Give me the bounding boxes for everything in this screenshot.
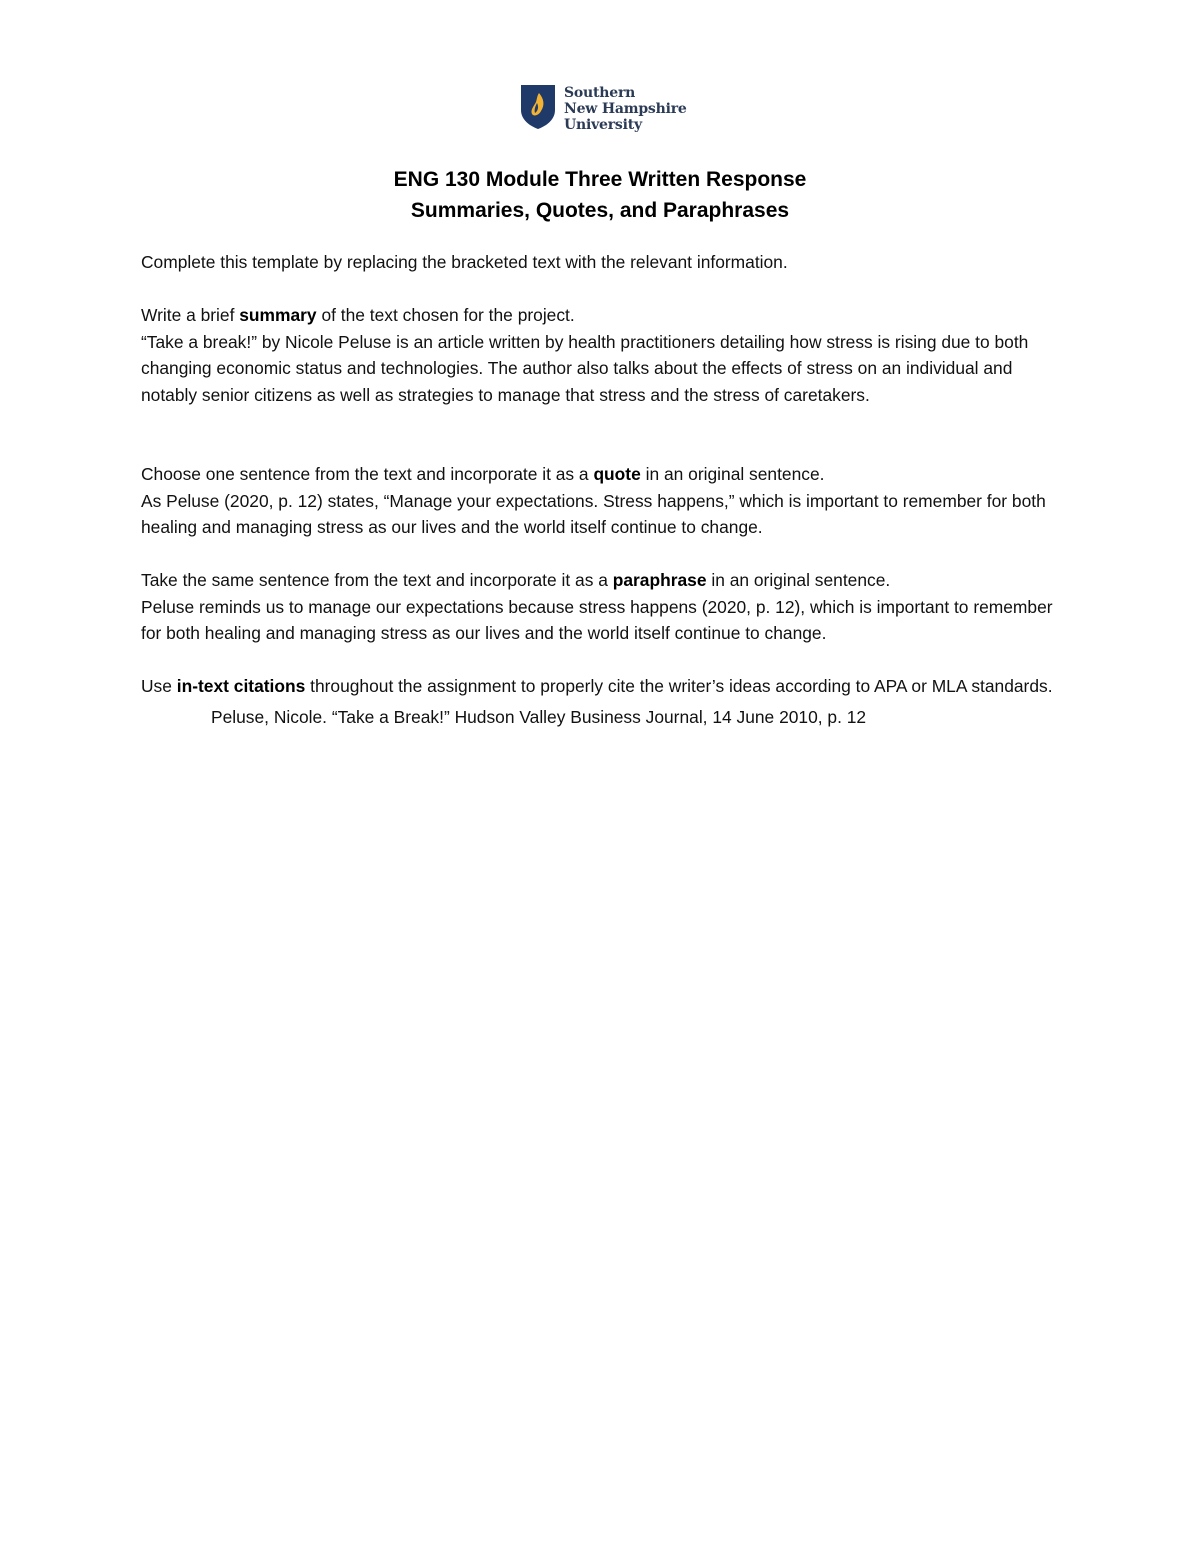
citation-prompt: [141, 673, 1066, 700]
document-body: [141, 249, 1066, 730]
paraphrase-prompt: [141, 567, 1066, 594]
summary-prompt: [141, 302, 1066, 329]
logo-line-3: University: [564, 117, 642, 133]
paraphrase-prompt-before: Take the same sentence from the text and incorporate it as a: [141, 570, 613, 590]
quote-keyword: quote: [593, 464, 641, 484]
quote-response: As Peluse (2020, p. 12) states, “Manage your expectations. Stress happens,” which is important to remember for both healing and managing stress as our lives and the world itself continue to change.: [141, 490, 1046, 537]
logo-wordmark: [564, 85, 687, 133]
citation-prompt-before: Use: [141, 676, 177, 696]
paraphrase-response: Peluse reminds us to manage our expectations because stress happens (2020, p. 12), which is important to remember for both healing and managing stress as our lives and the world itself continue to change.: [141, 596, 1053, 643]
summary-response: “Take a break!” by Nicole Peluse is an article written by health practitioners detailing how stress is rising due to both changing economic status and technologies. The author also talks about the effects of stress on an individual and notably senior citizens as well as strategies to manage that stress and the stress of caretakers.: [141, 331, 1029, 405]
title-line-2: Summaries, Quotes, and Paraphrases: [410, 199, 790, 222]
citation-prompt-after: throughout the assignment to properly cite the writer’s ideas according to APA or MLA standards.: [305, 676, 1053, 696]
paraphrase-keyword: paraphrase: [612, 570, 707, 590]
quote-prompt-after: in an original sentence.: [640, 464, 825, 484]
title-line-1: ENG 130 Module Three Written Response: [393, 168, 807, 191]
summary-keyword: summary: [239, 305, 317, 325]
paraphrase-prompt-after: in an original sentence.: [706, 570, 891, 590]
citation-keyword: in-text citations: [176, 676, 306, 696]
reference-entry: Peluse, Nicole. “Take a Break!” Hudson Valley Business Journal, 14 June 2010, p. 12: [211, 706, 867, 727]
quote-prompt-before: Choose one sentence from the text and incorporate it as a: [141, 464, 594, 484]
logo-line-2: New Hampshire: [564, 101, 687, 117]
intro-paragraph: Complete this template by replacing the bracketed text with the relevant information.: [141, 252, 788, 272]
university-logo: [520, 84, 687, 133]
summary-prompt-after: of the text chosen for the project.: [316, 305, 575, 325]
logo-line-1: Southern: [564, 85, 636, 101]
summary-prompt-before: Write a brief: [141, 305, 240, 325]
shield-flame-icon: [520, 84, 556, 130]
document-title: [0, 164, 1200, 226]
quote-prompt: [141, 461, 1066, 488]
